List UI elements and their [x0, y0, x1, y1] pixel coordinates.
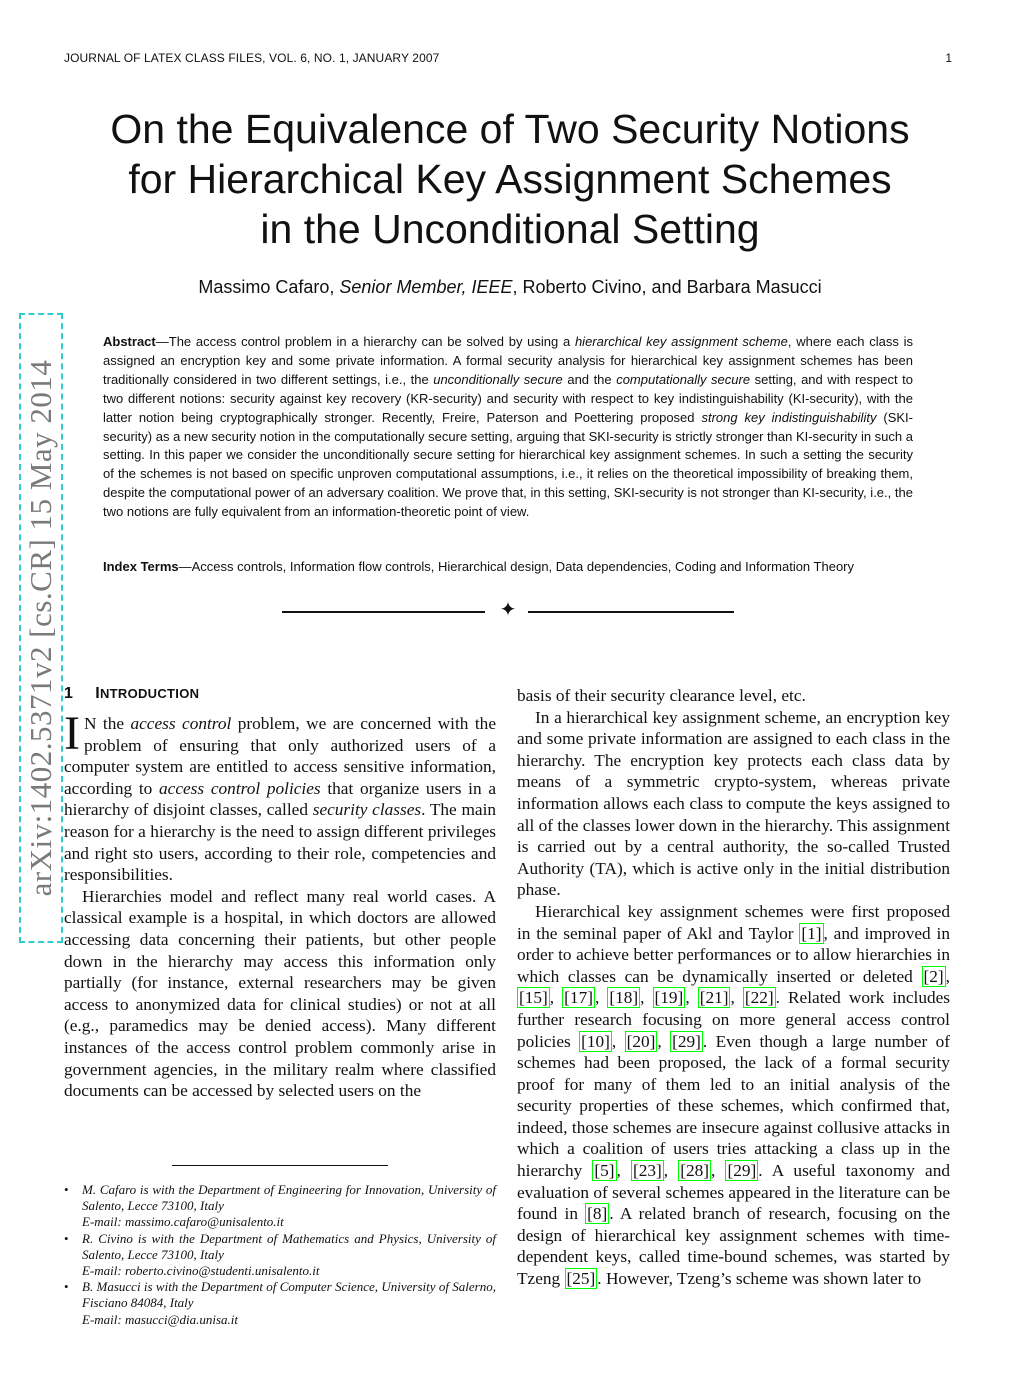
footnote-email: E-mail: massimo.cafaro@unisalento.it	[82, 1214, 284, 1230]
index-terms	[103, 557, 913, 576]
abstract-text: (SKI-security) as a new security notion in the computationally secure setting, arguing that SKI-security is strictly stronger than KI-security in such a setting. In this paper we consider the unconditionally secure setting for hierarchical key assignment schemes. In such a setting the security of the schemes is not based on specific unproven computational assumptions, i.e., it relies on the theoretical impossibility of breaking them, despite the computational power of an adversary coalition. We prove that, in this setting, SKI-security is not stronger than KI-security, i.e., the two notions are fully equivalent from an information-theoretic point of view.	[103, 409, 913, 520]
comma: ,	[616, 1161, 631, 1181]
abstract-text: and the	[562, 371, 617, 387]
intro-paragraph-4	[517, 901, 950, 1290]
dropcap: I	[64, 707, 80, 760]
body-emph: access control policies	[159, 778, 321, 798]
body-text: . Related work includes further research focusing on more general access control policies	[517, 988, 951, 1051]
citation-link[interactable]: [20]	[626, 1031, 656, 1051]
footnote-affiliation: B. Masucci is with the Department of Computer Science, University of Salerno, Fisciano 84084, Italy	[82, 1279, 496, 1311]
separator-diamond-icon: ✦	[499, 599, 517, 621]
citation-link[interactable]: [25]	[566, 1269, 596, 1289]
comma: ,	[945, 966, 950, 986]
section-number: 1	[64, 685, 74, 702]
citation-link[interactable]: [21]	[699, 988, 729, 1008]
body-text: . A useful taxonomy and evaluation of several schemes appeared in the literature can be found in	[517, 1161, 950, 1224]
citation-link[interactable]: [2]	[923, 966, 944, 986]
body-text: Hierarchical key assignment schemes were first proposed in the seminal paper of Akl and Taylor	[517, 901, 950, 943]
intro-paragraph-2: Hierarchies model and reflect many real world cases. A classical example is a hospital, in which doctors are allowed accessing data concerning their patients, but other people down in the hierarchy may access this information only partially (for instance, external researchers may be given access to anonymized data for clinical studies) or not at all (e.g., paramedics may be denied access). Many different instances of the access control problem commonly arise in government agencies, in the military realm where classified documents can be accessed by selected users on the	[64, 886, 496, 1101]
abstract-emph: computationally secure	[616, 371, 751, 387]
citation-link[interactable]: [5]	[594, 1161, 615, 1181]
author-list	[60, 277, 960, 298]
citation-link[interactable]: [10]	[581, 1031, 610, 1051]
citation-link[interactable]: [29]	[727, 1161, 757, 1181]
body-text: the	[96, 714, 131, 733]
footnote-email: E-mail: masucci@dia.unisa.it	[82, 1311, 239, 1327]
comma: ,	[685, 988, 698, 1008]
section-title-rest: NTRODUCTION	[99, 686, 200, 701]
citation-link[interactable]: [18]	[609, 988, 639, 1008]
left-column	[64, 685, 496, 1102]
footnote-email: E-mail: roberto.civino@studenti.unisalento.it	[82, 1263, 320, 1279]
citation-link[interactable]: [15]	[519, 988, 548, 1008]
bullet-icon: •	[64, 1279, 69, 1295]
footnote-item	[64, 1231, 496, 1280]
bullet-icon: •	[64, 1182, 69, 1197]
arxiv-stamp: arXiv:1402.5371v2 [cs.CR] 15 May 2014	[23, 359, 58, 897]
citation-link[interactable]: [19]	[654, 988, 684, 1008]
body-text: that organize users in a hierarchy of disjoint classes, called	[64, 778, 496, 820]
abstract-emph: strong key indistinguishability	[701, 409, 877, 425]
other-authors: , Roberto Civino, and Barbara Masucci	[512, 277, 822, 297]
body-emph: access control	[130, 714, 232, 733]
footnote-item	[64, 1182, 496, 1231]
abstract-text: , where each class is assigned an encryption key and some private information. A formal security analysis for hierarchical key assignment schemes has been traditionally considered in two different settings, i.e., the	[103, 334, 913, 387]
footnote-affiliation: M. Cafaro is with the Department of Engineering for Innovation, University of Salento, Lecce 73100, Italy	[82, 1182, 496, 1214]
intro-paragraph-1	[64, 707, 497, 886]
bullet-icon: •	[64, 1230, 69, 1246]
smallcap-text: N	[83, 714, 97, 733]
body-text: . The main reason for a hierarchy is the need to assign different privileges and right sto users, according to their role, competencies and responsibilities.	[64, 800, 497, 885]
citation-link[interactable]: [29]	[672, 1031, 701, 1051]
comma: ,	[663, 1161, 679, 1181]
intro-paragraph-3: In a hierarchical key assignment scheme, an encryption key and some private information are assigned to each class in the hierarchy. The encryption key protects each class data by means of a symmetric crypto-system, whereas private information allows each class to compute the keys assigned to all of the classes lower down in the hierarchy. This assignment is carried out by a central authority, the so-called Trusted Authority (TA), which is active only in the initial distribution phase.	[517, 707, 950, 900]
section-heading-introduction	[64, 685, 496, 703]
comma: ,	[657, 1031, 671, 1051]
right-column	[517, 685, 950, 1290]
separator-line-right	[528, 611, 734, 613]
body-text: . A related branch of research, focusing on the design of hierarchical key assignment schemes with time-dependent keys, called time-bound schemes, was started by Tzeng	[517, 1204, 950, 1289]
running-header: JOURNAL OF LATEX CLASS FILES, VOL. 6, NO. 1, JANUARY 2007	[64, 51, 440, 65]
paper-title	[60, 104, 960, 254]
index-terms-text: —Access controls, Information flow controls, Hierarchical design, Data dependencies, Coding and Information Theory	[178, 559, 855, 574]
abstract-emph: unconditionally secure	[433, 371, 563, 387]
footnote-affiliation: R. Civino is with the Department of Mathematics and Physics, University of Salento, Lecce 73100, Italy	[82, 1230, 496, 1262]
page-number: 1	[945, 51, 952, 65]
intro-paragraph-continued: basis of their security clearance level, etc.	[517, 686, 806, 705]
citation-link[interactable]: [1]	[801, 923, 822, 943]
abstract-emph: hierarchical key assignment scheme	[574, 334, 788, 349]
citation-link[interactable]: [23]	[632, 1161, 662, 1181]
comma: ,	[640, 988, 653, 1008]
index-terms-label: Index Terms	[103, 559, 179, 574]
comma: ,	[549, 988, 563, 1008]
body-text: . However, Tzeng’s scheme was shown later to	[597, 1269, 922, 1289]
citation-link[interactable]: [22]	[744, 988, 774, 1008]
comma: ,	[594, 988, 608, 1008]
citation-link[interactable]: [17]	[564, 988, 593, 1008]
footnote-rule	[172, 1165, 388, 1166]
title-line-2: for Hierarchical Key Assignment Schemes	[128, 156, 892, 202]
author-1: Massimo Cafaro,	[198, 277, 340, 297]
body-emph: security classes	[312, 800, 422, 820]
section-separator	[282, 599, 734, 621]
abstract-text: setting, and with respect to two different notions: security against key recovery (KR-security) and security with respect to key indistinguishability (KI-security), with the latter notion being cryptographically stronger. Recently, Freire, Paterson and Poettering proposed	[103, 371, 913, 425]
body-text: problem, we are concerned with the problem of ensuring that only authorized users of a computer system are entitled to access sensitive information, according to	[64, 714, 496, 798]
comma: ,	[730, 988, 743, 1008]
separator-line-left	[282, 611, 485, 613]
body-text: . Even though a large number of schemes had been proposed, the lack of a formal security proof for many of them led to an initial analysis of the security properties of these schemes, which confirmed that, indeed, those schemes are insecure against collusive attacks in which a coalition of users tries attacking a class up in the hierarchy	[517, 1031, 950, 1181]
author-1-role: Senior Member, IEEE	[339, 277, 513, 297]
footnote-item	[64, 1279, 496, 1328]
abstract	[103, 333, 913, 522]
body-text: , and improved in order to achieve better performances or to allow hierarchies in which classes can be dynamically inserted or deleted	[517, 923, 950, 986]
comma: ,	[611, 1031, 625, 1051]
citation-link[interactable]: [8]	[587, 1204, 608, 1224]
title-line-1: On the Equivalence of Two Security Notions	[110, 106, 910, 152]
title-line-3: in the Unconditional Setting	[260, 206, 760, 252]
section-title-initial: I	[95, 685, 100, 702]
author-footnotes	[64, 1182, 496, 1328]
citation-link[interactable]: [28]	[680, 1161, 710, 1181]
comma: ,	[711, 1161, 726, 1181]
abstract-text: —The access control problem in a hierarchy can be solved by using a	[155, 334, 575, 349]
abstract-label: Abstract	[103, 334, 156, 349]
